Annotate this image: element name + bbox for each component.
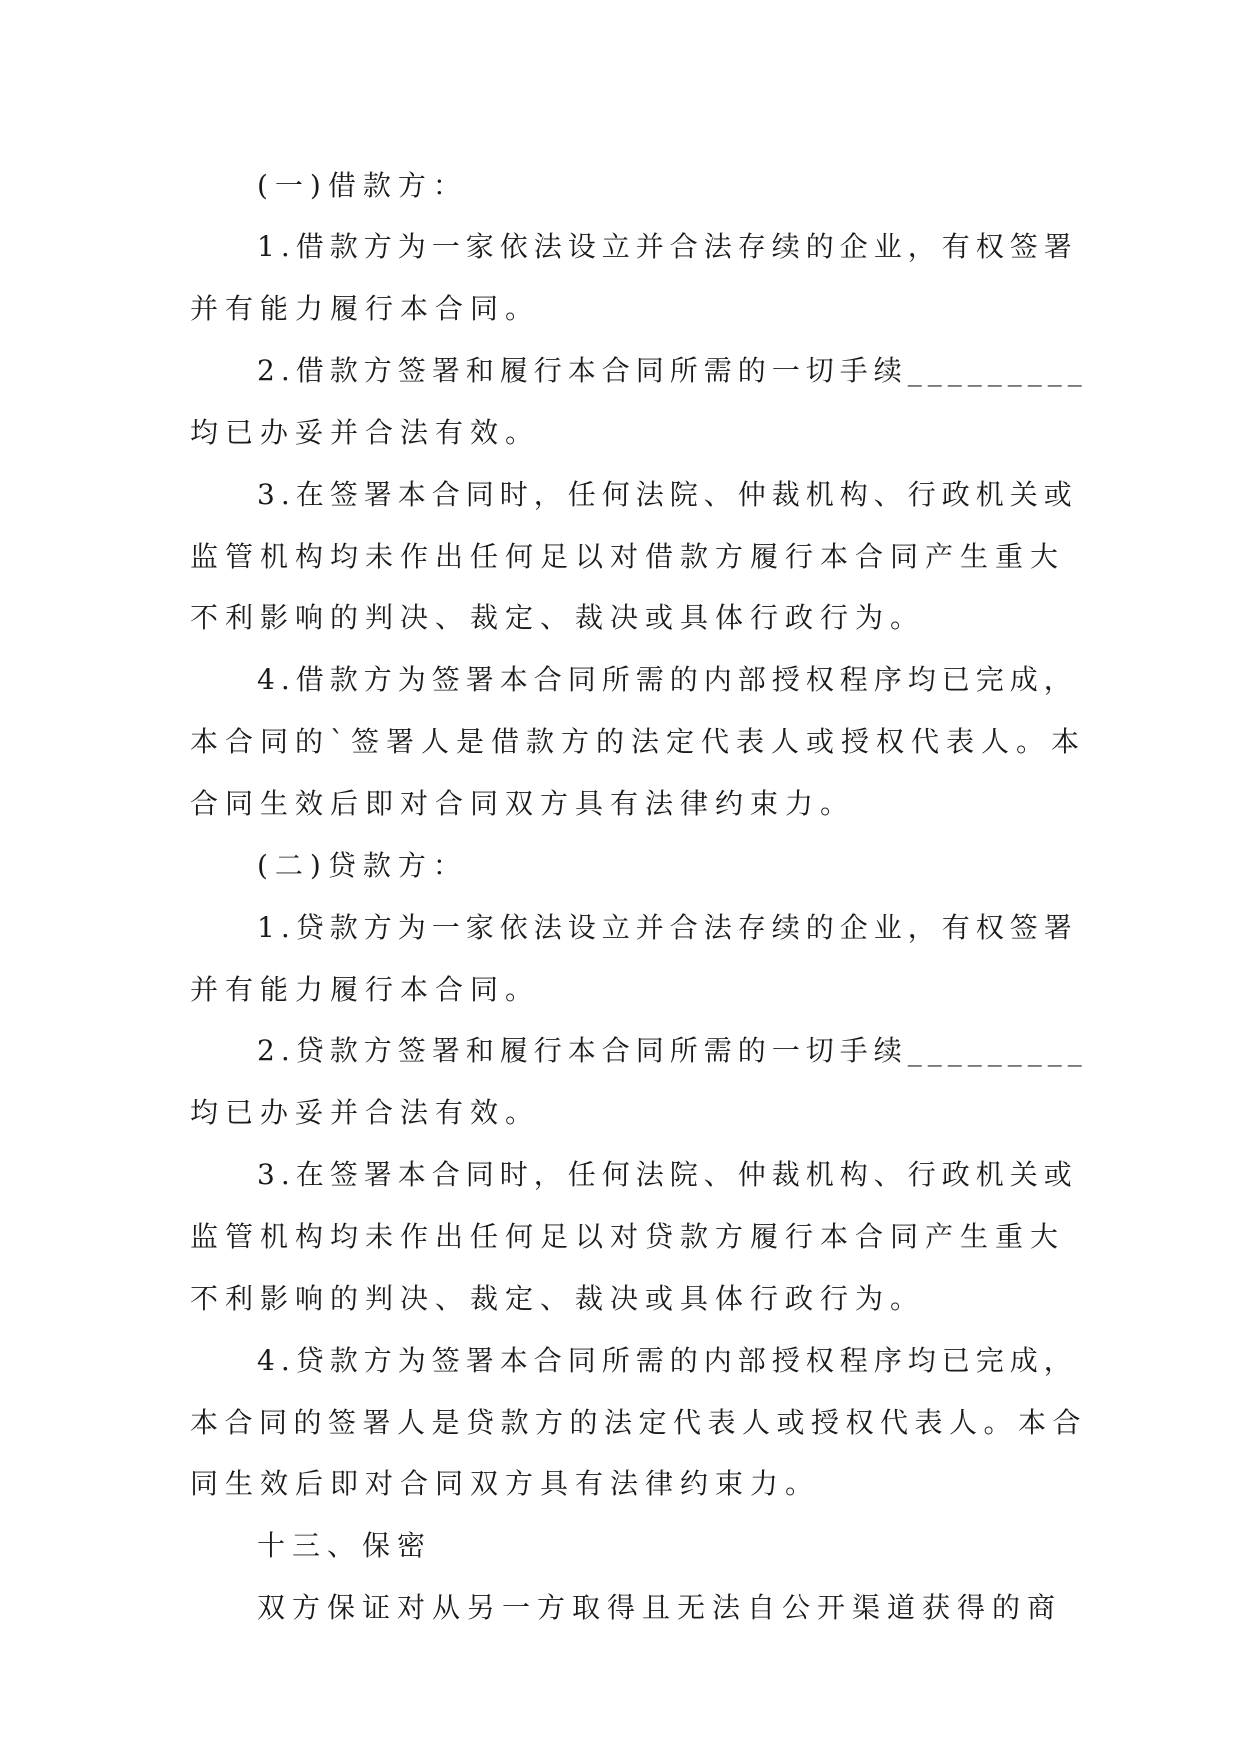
paragraph-line: 并有能力履行本合同。 [190,292,541,325]
paragraph-line: 2.贷款方签署和履行本合同所需的一切手续_________ [257,1034,1088,1067]
paragraph-line: 均已办妥并合法有效。 [190,416,541,449]
section-heading-lender: (二)贷款方： [257,849,468,882]
paragraph-line: 均已办妥并合法有效。 [190,1096,541,1129]
paragraph-line: 1.贷款方为一家依法设立并合法存续的企业，有权签署 [257,911,1078,944]
paragraph-line: 监管机构均未作出任何足以对借款方履行本合同产生重大 [190,540,1066,573]
paragraph-line: 4.贷款方为签署本合同所需的内部授权程序均已完成， [257,1344,1078,1377]
section-heading-confidentiality: 十三、保密 [257,1529,433,1562]
paragraph-line: 本合同的`签署人是借款方的法定代表人或授权代表人。本 [190,725,1087,758]
paragraph-line: 4.借款方为签署本合同所需的内部授权程序均已完成， [257,663,1078,696]
paragraph-line: 3.在签署本合同时，任何法院、仲裁机构、行政机关或 [257,478,1078,511]
paragraph-line: 不利影响的判决、裁定、裁决或具体行政行为。 [190,601,926,634]
paragraph-line: 同生效后即对合同双方具有法律约束力。 [190,1467,821,1500]
paragraph-line: 并有能力履行本合同。 [190,973,541,1006]
paragraph-line: 不利影响的判决、裁定、裁决或具体行政行为。 [190,1282,926,1315]
paragraph-line: 3.在签署本合同时，任何法院、仲裁机构、行政机关或 [257,1158,1078,1191]
section-heading-borrower: (一)借款方： [257,169,468,202]
paragraph-line: 2.借款方签署和履行本合同所需的一切手续_________ [257,354,1088,387]
paragraph-line: 1.借款方为一家依法设立并合法存续的企业，有权签署 [257,230,1078,263]
paragraph-line: 双方保证对从另一方取得且无法自公开渠道获得的商 [257,1591,1063,1624]
paragraph-line: 监管机构均未作出任何足以对贷款方履行本合同产生重大 [190,1220,1066,1253]
paragraph-line: 本合同的签署人是贷款方的法定代表人或授权代表人。本合 [190,1406,1088,1439]
paragraph-line: 合同生效后即对合同双方具有法律约束力。 [190,787,856,820]
